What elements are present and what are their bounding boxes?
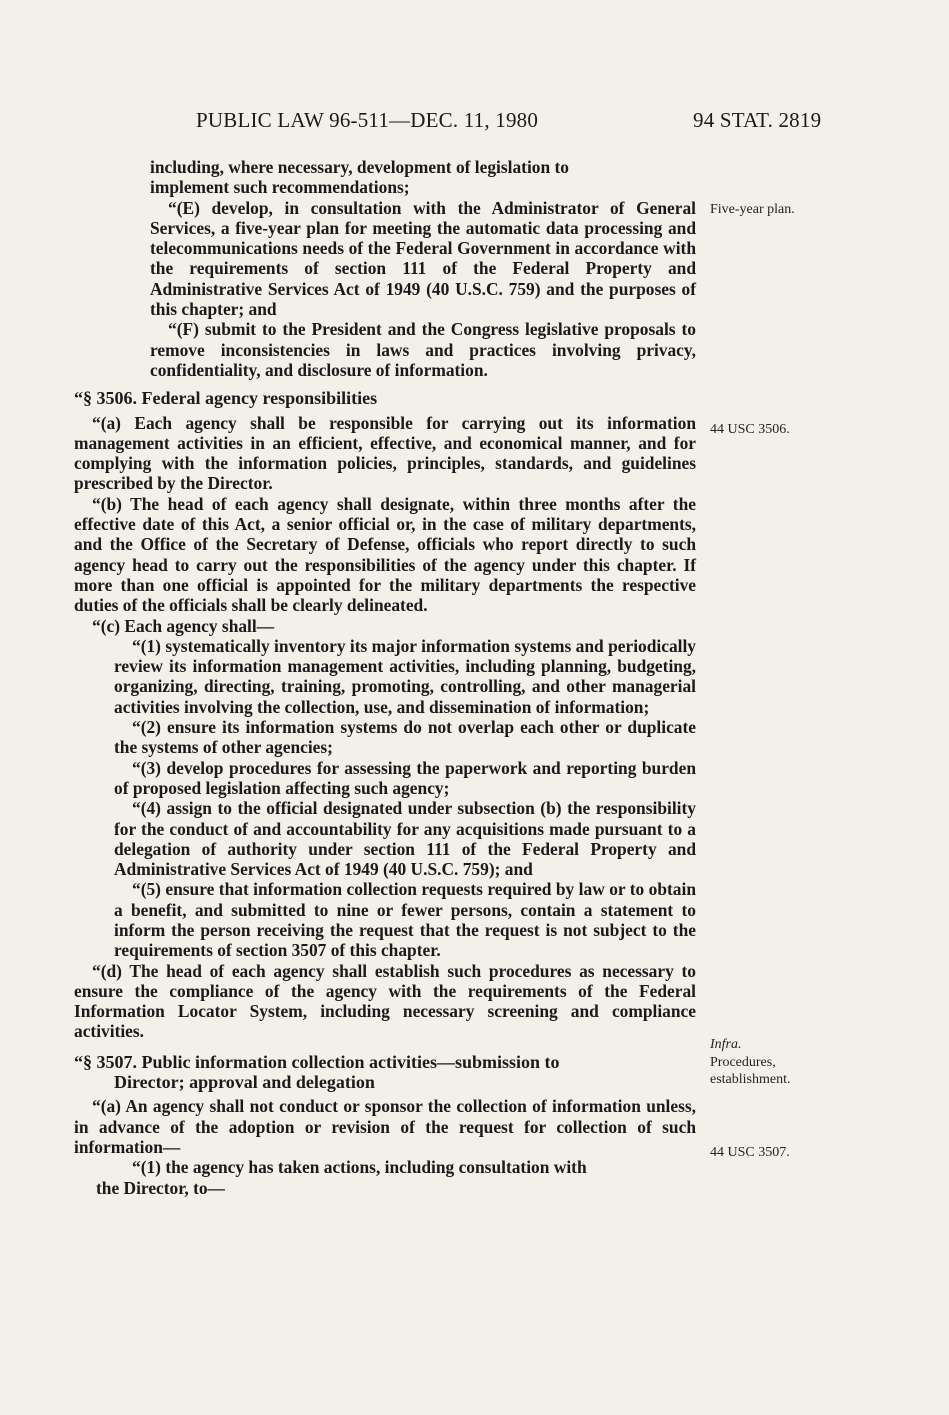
section-3507-heading [74, 1052, 696, 1093]
paragraph-E: “(E) develop, in consultation with the Administrator of General Services, a five-year plan for meeting the automatic data processing and telecommunications needs of the Federal Government in accordance with the requirements of section 111 of the Federal Property and Administrative Services Act of 1949 (40 U.S.C. 759) and the purposes of this chapter; and [150, 197, 696, 320]
section-3507-a-1 [74, 1157, 696, 1198]
subsection-c-4: “(4) assign to the official designated under subsection (b) the responsibility for the conduct of and accountability for any acquisitions made pursuant to a delegation of authority under section 111 of the Federal Property and Administrative Services Act of 1949 (40 U.S.C. 759); and [114, 798, 696, 880]
margin-note-infra: Infra. [710, 1037, 742, 1052]
page-header [0, 108, 949, 138]
section-3507-a-1-line1: “(1) the agency has taken actions, including consultation with [132, 1157, 587, 1178]
subsection-c-3: “(3) develop procedures for assessing the paperwork and reporting burden of proposed legislation affecting such agency; [114, 757, 696, 798]
section-3507-heading-line2: Director; approval and delegation [114, 1072, 375, 1093]
section-3506-heading: “§ 3506. Federal agency responsibilities [74, 388, 378, 409]
subsection-c-2: “(2) ensure its information systems do not overlap each other or duplicate the systems of other agencies; [114, 717, 696, 758]
margin-note-usc-3507: 44 USC 3507. [710, 1145, 790, 1160]
section-3507-subsection-a: “(a) An agency shall not conduct or sponsor the collection of information unless, in advance of the adoption or revision of the request for collection of such information— [74, 1096, 696, 1157]
margin-note-procedures: Procedures, [710, 1055, 776, 1070]
margin-note-establishment: establishment. [710, 1072, 791, 1087]
paragraph-continuation-1: including, where necessary, development of legislation to [150, 157, 569, 177]
paragraph-F: “(F) submit to the President and the Congress legislative proposals to remove inconsistencies in laws and practices involving privacy, confidentiality, and disclosure of information. [150, 319, 696, 380]
margin-note-usc-3506: 44 USC 3506. [710, 422, 790, 437]
subsection-d: “(d) The head of each agency shall establish such procedures as necessary to ensure the compliance of the agency with the requirements of the Federal Information Locator System, including necessary screening and compliance activities. [74, 960, 696, 1042]
subsection-b: “(b) The head of each agency shall designate, within three months after the effective date of this Act, a senior official or, in the case of military departments, and the Office of the Secretary of Defense, officials who report directly to such agency head to carry out the responsibilities of the agency under this chapter. If more than one official is appointed for the military departments the respective duties of the officials shall be clearly delineated. [74, 493, 696, 616]
law-title: PUBLIC LAW 96-511—DEC. 11, 1980 [196, 108, 539, 132]
body-text [74, 157, 696, 1198]
margin-note-five-year: Five-year plan. [710, 202, 795, 217]
subsection-c-1: “(1) systematically inventory its major information systems and periodically review its information management activities, including planning, budgeting, organizing, directing, training, promoting, controlling, and other managerial activities involving the collection, use, and dissemination of information; [114, 635, 696, 717]
subsection-c-5: “(5) ensure that information collection requests required by law or to obtain a benefit, and submitted to nine or fewer persons, contain a statement to inform the person receiving the request that the request is not subject to the requirements of section 3507 of this chapter. [114, 879, 696, 961]
paragraph-continuation-2: implement such recommendations; [150, 177, 410, 198]
section-3507-a-1-line2: the Director, to— [96, 1177, 225, 1198]
subsection-c: “(c) Each agency shall— [92, 615, 275, 636]
subsection-a: “(a) Each agency shall be responsible for carrying out its information management activities in an efficient, effective, and economical manner, and for complying with the information policies, principles, standards, and guidelines prescribed by the Director. [74, 412, 696, 494]
stat-citation: 94 STAT. 2819 [693, 108, 822, 132]
section-3507-heading-line1: “§ 3507. Public information collection activities—submission to [74, 1051, 560, 1072]
